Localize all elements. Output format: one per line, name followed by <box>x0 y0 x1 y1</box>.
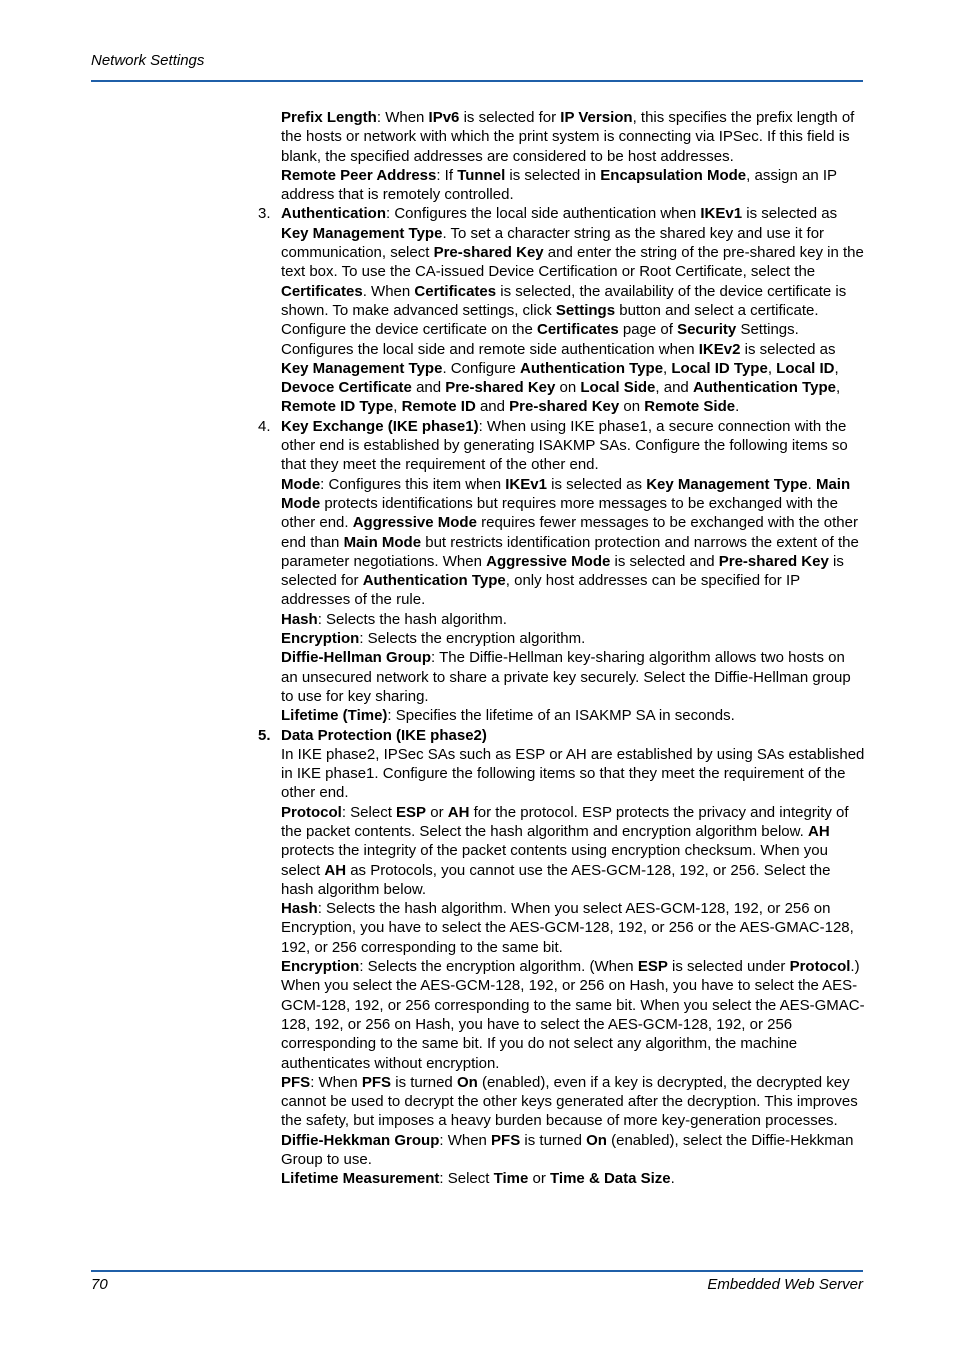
list-item-paragraph: Mode: Configures this item when IKEv1 is selected as Key Management Type. Main Mode protects identifications but requires more messages to be exchanged with the other end. Aggressive Mode requires fewer messages to be exchanged with the other end than Main Mode but restricts identification protection and narrows the extent of the parameter negotiations. When Aggressive Mode is selected and Pre-shared Key is selected for Authentication Type, only host addresses can be specified for IP addresses of the rule. <box>281 475 859 609</box>
bold-term: Pre-shared Key <box>433 244 544 262</box>
list-item-paragraph: Configures the local side and remote side authentication when IKEv2 is selected as Key Management Type. Configure Authentication Type, Local ID Type, Local ID, Devoce Certificate and Pre-shared Key on Local Side, and Authentication Type, Remote ID Type, Remote ID and Pre-shared Key on Remote Side. <box>281 340 841 416</box>
bold-term: Lifetime Measurement <box>281 1170 440 1188</box>
bold-term: Authentication Type <box>362 572 506 590</box>
list-item-paragraph: Encryption: Selects the encryption algorithm. <box>281 630 586 648</box>
bold-term: Authentication <box>281 205 386 223</box>
list-item-paragraph: Lifetime Measurement: Select Time or Time & Data Size. <box>281 1170 675 1188</box>
list-item-paragraph: Hash: Selects the hash algorithm. <box>281 610 507 628</box>
bold-term: AH <box>447 803 470 821</box>
list-item-paragraph: Lifetime (Time): Specifies the lifetime of an ISAKMP SA in seconds. <box>281 707 735 725</box>
bold-term: Security <box>677 321 737 339</box>
bold-term: Diffie-Hekkman Group <box>281 1131 440 1149</box>
bold-term: Encryption <box>281 958 360 976</box>
list-item-paragraph: PFS: When PFS is turned On (enabled), even if a key is decrypted, the decrypted key cannot be used to decrypt the other keys generated after the decryption. This improves the safety, but imposes a heavy burden because of more key-generation processes. <box>281 1073 858 1130</box>
list-item-paragraph: In IKE phase2, IPSec SAs such as ESP or AH are established by using SAs established in IKE phase1. Configure the following items so that they meet the requirement of the other end. <box>281 745 865 802</box>
bold-term: Authentication Type <box>692 379 836 397</box>
bold-term: IKEv1 <box>700 205 743 223</box>
bold-term: Hash <box>281 610 318 628</box>
bold-term: Main Mode <box>281 475 851 512</box>
bold-term: IKEv2 <box>698 340 741 358</box>
bold-term: Key Management Type <box>281 359 443 377</box>
bold-term: IKEv1 <box>505 475 547 493</box>
bold-term: Local ID <box>776 359 835 377</box>
page-number: 70 <box>91 1276 108 1293</box>
bold-term: Remote ID Type <box>281 398 394 416</box>
bold-term: ESP <box>396 803 427 821</box>
bold-term: Mode <box>281 475 321 493</box>
bold-term: Remote ID <box>401 398 476 416</box>
bold-term: Main Mode <box>343 533 422 551</box>
list-item-paragraph: Authentication: Configures the local side authentication when IKEv1 is selected as Key Management Type. To set a character string as the shared key and use it for communication, select Pre-shared Key and enter the string of the pre-shared key in the text box. To use the CA-issued Device Certification or Root Certificate, select the Certificates. When Certificates is selected, the availability of the device certificate is shown. To make advanced settings, click Settings button and select a certificate. Configure the device certificate on the Certificates page of Security Settings. <box>281 205 864 339</box>
list-item-number: 3. <box>258 205 271 223</box>
bold-term: Data Protection (IKE phase2) <box>281 726 487 744</box>
bold-term: On <box>586 1131 607 1149</box>
bold-term: IP Version <box>560 109 633 126</box>
bold-term: Certificates <box>281 282 363 300</box>
bold-term: Hash <box>281 900 318 918</box>
footer-rule <box>91 1270 863 1272</box>
list-item-number: 5. <box>258 726 271 744</box>
bold-term: IPv6 <box>428 109 460 126</box>
bold-term: Prefix Length <box>281 109 377 126</box>
bold-term: On <box>456 1073 478 1091</box>
bold-term: Protocol <box>789 958 851 976</box>
bold-term: Authentication Type <box>519 359 664 377</box>
numbered-list-item <box>258 726 865 1189</box>
bold-term: AH <box>807 822 830 840</box>
bold-term: Pre-shared Key <box>445 379 556 397</box>
bold-term: Devoce Certificate <box>281 379 412 397</box>
bold-term: Local ID Type <box>671 359 768 377</box>
header-rule <box>91 80 863 82</box>
intro-paragraph: Prefix Length: When IPv6 is selected for IP Version, this specifies the prefix length of the hosts or network with which the print system is connecting via IPSec. If this field is blank, the specified addresses are considered to be host addresses. <box>281 109 855 165</box>
bold-term: Aggressive Mode <box>352 514 477 532</box>
bold-term: Key Management Type <box>646 475 808 493</box>
bold-term: AH <box>324 861 347 879</box>
bold-term: PFS <box>491 1131 521 1149</box>
bold-term: ESP <box>637 958 668 976</box>
bold-term: Settings <box>555 301 616 319</box>
bold-term: Local Side <box>580 379 656 397</box>
list-item-number: 4. <box>258 417 271 435</box>
list-item-paragraph: Key Exchange (IKE phase1): When using IKE phase1, a secure connection with the other end is established by generating ISAKMP SAs. Configure the following items so that they meet the requirement of the other end. <box>281 417 848 474</box>
bold-term: PFS <box>361 1073 392 1091</box>
document-title: Embedded Web Server <box>707 1276 863 1293</box>
intro-paragraph: Remote Peer Address: If Tunnel is selected in Encapsulation Mode, assign an IP address that is remotely controlled. <box>281 166 837 204</box>
bold-term: Time & Data Size <box>550 1170 671 1188</box>
bold-term: Tunnel <box>457 166 506 184</box>
bold-term: Pre-shared Key <box>509 398 620 416</box>
bold-term: Certificates <box>414 282 497 300</box>
bold-term: Remote Peer Address <box>281 166 437 184</box>
list-item-paragraph: Encryption: Selects the encryption algorithm. (When ESP is selected under Protocol.) When you select the AES-GCM-128, 192, or 256 on Hash, you have to select the AES-GCM-128, 192, or 256 corresponding to the same bit. When you select the AES-GMAC-128, 192, or 256 on Hash, you have to select the AES-GCM-128, 192, or 256 corresponding to the same bit. If you do not select any algorithm, the machine authenticates without encryption. <box>281 958 865 1072</box>
bold-term: Certificates <box>536 321 619 339</box>
bold-term: Encryption <box>281 630 360 648</box>
list-item-paragraph: Protocol: Select ESP or AH for the protocol. ESP protects the privacy and integrity of the packet contents. Select the hash algorithm and encryption algorithm below. AH protects the integrity of the packet contents using encryption checksum. When you select AH as Protocols, you cannot use the AES-GCM-128, 192, or 256. Select the hash algorithm below. <box>281 803 849 898</box>
list-item-paragraph <box>281 726 865 745</box>
running-header: Network Settings <box>91 52 205 69</box>
bold-term: Key Exchange (IKE phase1) <box>281 417 479 435</box>
numbered-list-item <box>258 204 865 416</box>
bold-term: Diffie-Hellman Group <box>281 649 432 667</box>
bold-term: Time <box>493 1170 529 1188</box>
bold-term: Pre-shared Key <box>718 552 829 570</box>
bold-term: Protocol <box>281 803 342 821</box>
bold-term: PFS <box>281 1073 311 1091</box>
bold-term: Aggressive Mode <box>486 552 611 570</box>
bold-term: Encapsulation Mode <box>600 166 747 184</box>
page-body <box>258 108 865 1189</box>
list-item-paragraph: Diffie-Hellman Group: The Diffie-Hellman key-sharing algorithm allows two hosts on an unsecured network to share a private key securely. Select the Diffie-Hellman group to use for key sharing. <box>281 649 851 705</box>
numbered-list-item <box>258 417 865 726</box>
list-item-paragraph: Diffie-Hekkman Group: When PFS is turned On (enabled), select the Diffie-Hekkman Group to use. <box>281 1131 854 1169</box>
bold-term: Lifetime (Time) <box>281 707 388 725</box>
bold-term: Key Management Type <box>281 224 443 242</box>
list-item-paragraph: Hash: Selects the hash algorithm. When you select AES-GCM-128, 192, or 256 on Encryption, you have to select the AES-GCM-128, 192, or 256 or the AES-GMAC-128, 192, or 256 corresponding to the same bit. <box>281 900 854 956</box>
bold-term: Remote Side <box>644 398 736 416</box>
